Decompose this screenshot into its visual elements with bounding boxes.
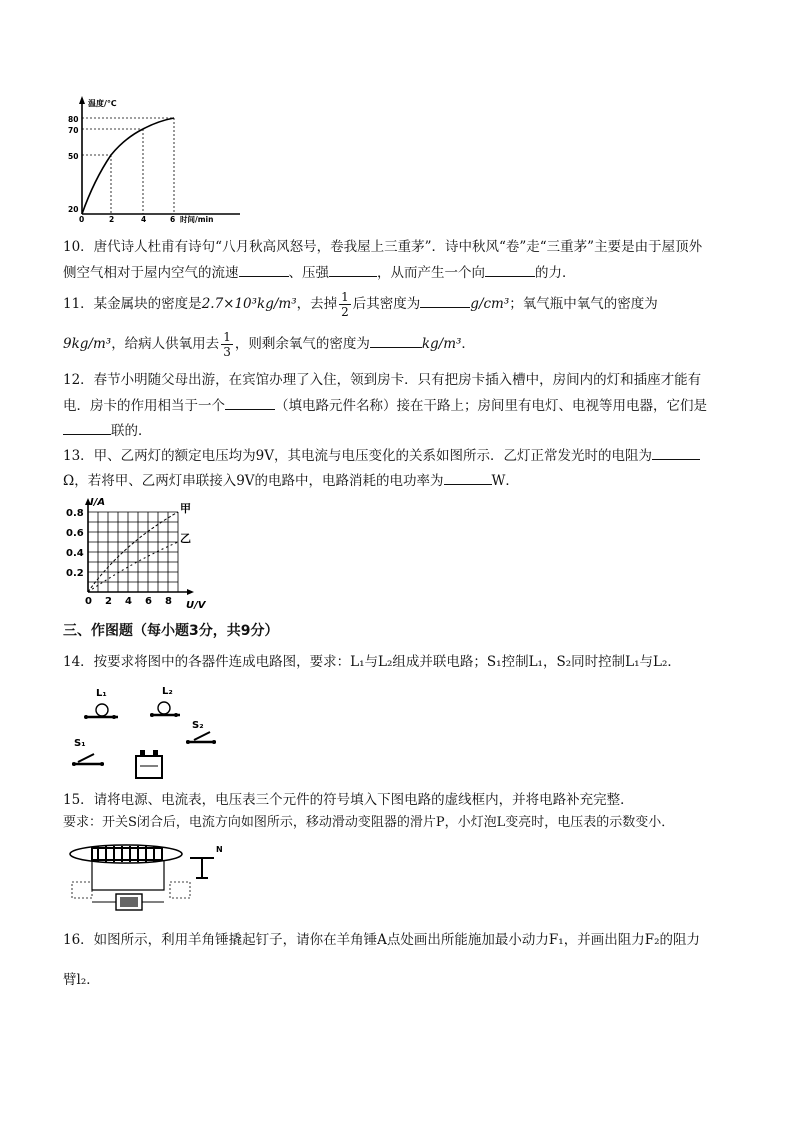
label-l1: L₁ (96, 688, 107, 699)
label-l2: L₂ (162, 686, 173, 697)
q11-blank-1[interactable] (420, 293, 470, 308)
q12-blank-1[interactable] (225, 395, 275, 410)
lamp-l1-icon (84, 704, 118, 719)
xtick-4: 4 (141, 215, 147, 224)
lamp-l2-icon (150, 702, 180, 717)
ytick-20: 20 (68, 205, 79, 214)
section-3-heading: 三、作图题（每小题3分，共9分） (63, 623, 279, 639)
q10-line1: 10．唐代诗人杜甫有诗句“八月秋高风怒号，卷我屋上三重茅”．诗中秋风“卷”走“三重茅”主要是由于屋顶外 (63, 239, 703, 255)
iu-xtick-0: 0 (85, 596, 92, 607)
ytick-70: 70 (68, 126, 79, 135)
q13-line2: Ω，若将甲、乙两灯串联接入9V的电路中，电路消耗的电功率为 W． (63, 470, 519, 491)
iu-xtick-6: 6 (145, 596, 152, 607)
circuit-components-figure (64, 684, 234, 784)
q10-blank-3[interactable] (485, 262, 535, 277)
rheostat-icon (116, 894, 142, 910)
current-voltage-graph (62, 494, 222, 612)
switch-s1-icon (72, 754, 104, 766)
label-s1: S₁ (74, 738, 86, 749)
q12-line3: 联的． (63, 420, 152, 441)
xtick-2: 2 (109, 215, 115, 224)
dashed-box-2 (170, 882, 190, 898)
q13-line1: 13．甲、乙两灯的额定电压均为9V，其电流与电压变化的关系如图所示．乙灯正常发光时的电阻为 (63, 445, 700, 466)
label-yi: 乙 (180, 532, 191, 545)
q15-line2: 要求：开关S闭合后，电流方向如图所示，移动滑动变阻器的滑片P，小灯泡L变亮时，电压表的示数变小． (63, 815, 675, 830)
q11-line1: 11．某金属块的密度是2.7×10³kg/m³，去掉 $\frac{1}{2}$ 后其密度为 g/cm³；氧气瓶中氧气的密度为 (63, 290, 658, 319)
pole-n-label: N (216, 845, 223, 854)
q10-line2: 侧空气相对于屋内空气的流速 、压强 ，从而产生一个向 的力． (63, 262, 576, 283)
switch-s2-icon (186, 732, 216, 744)
q12-line2: 电．房卡的作用相当于一个 （填电路元件名称）接在干路上；房间里有电灯、电视等用电器，它们是 (63, 395, 707, 416)
q11-line2: 9kg/m³，给病人供氧用去 $\frac{1}{3}$ ，则剩余氧气的密度为 kg/m³． (63, 330, 475, 359)
temperature-curve (82, 118, 174, 214)
iu-xtick-4: 4 (125, 596, 132, 607)
q10-blank-1[interactable] (239, 262, 289, 277)
label-jia: 甲 (180, 502, 191, 515)
ytick-50: 50 (68, 152, 79, 161)
temp-graph-ylabel: 温度/℃ (88, 99, 117, 108)
q10-blank-2[interactable] (329, 262, 377, 277)
ytick-80: 80 (68, 115, 79, 124)
iu-xtick-8: 8 (165, 596, 172, 607)
q13-blank-2[interactable] (444, 470, 492, 485)
q14-text: 14．按要求将图中的各器件连成电路图，要求：L₁与L₂组成并联电路；S₁控制L₁，S₂同时控制L₁与L₂． (63, 654, 681, 670)
solenoid-coil (92, 846, 162, 862)
q12-line1: 12．春节小明随父母出游，在宾馆办理了入住，领到房卡．只有把房卡插入槽中，房间内的灯和插座才能有 (63, 372, 702, 388)
fraction-one-third: $\frac{1}{3}$ (223, 330, 231, 359)
q11-blank-2[interactable] (370, 333, 422, 348)
iu-ytick-06: 0.6 (66, 528, 84, 539)
dashed-box-1 (72, 882, 92, 898)
battery-icon (136, 750, 162, 778)
q12-blank-2[interactable] (63, 420, 111, 435)
temperature-time-graph (62, 92, 242, 227)
iu-xlabel: U/V (186, 600, 206, 611)
iu-ytick-02: 0.2 (66, 568, 84, 579)
iu-ylabel: I/A (90, 497, 106, 508)
iu-ytick-04: 0.4 (66, 548, 84, 559)
q13-blank-1[interactable] (652, 445, 700, 460)
compass-needle-icon (190, 858, 214, 878)
iu-xtick-2: 2 (105, 596, 112, 607)
q15-line1: 15．请将电源、电流表，电压表三个元件的符号填入下图电路的虚线框内，并将电路补充完整． (63, 792, 634, 808)
fraction-one-half: $\frac{1}{2}$ (341, 290, 349, 319)
curve-yi (88, 542, 178, 592)
temp-graph-xlabel: 时间/min (180, 215, 214, 224)
q16-line2: 臂l₂． (63, 972, 100, 988)
q16-line1: 16．如图所示，利用羊角锤撬起钉子，请你在羊角锤A点处画出所能施加最小动力F₁，并画出阻力F₂的阻力 (63, 932, 700, 948)
xtick-0: 0 (79, 215, 85, 224)
iu-ytick-08: 0.8 (66, 508, 84, 519)
label-s2: S₂ (192, 720, 204, 731)
xtick-6: 6 (170, 215, 176, 224)
solenoid-circuit-figure (64, 838, 234, 918)
